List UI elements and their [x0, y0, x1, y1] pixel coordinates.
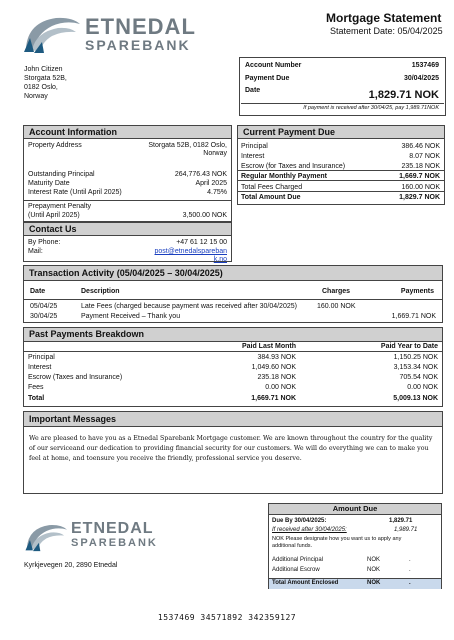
bank-logo: [22, 12, 196, 56]
past-total-last: 1,669.71 NOK: [251, 395, 296, 402]
phone-label: By Phone:: [28, 239, 61, 246]
past-last: 235.18 NOK: [257, 374, 296, 381]
past-year: 0.00 NOK: [407, 384, 438, 391]
messages-section: [23, 411, 443, 494]
logo-swoosh-icon: [22, 12, 84, 56]
bank-name-line1: ETNEDAL: [85, 14, 196, 39]
table-row: [24, 312, 442, 321]
total-enclosed-input[interactable]: .: [409, 580, 411, 586]
rate-value: 4.75%: [207, 189, 227, 196]
customer-city: 0182 Oslo,: [24, 84, 58, 91]
due-row-escrow: [238, 162, 444, 171]
past-year: 1,150.25 NOK: [393, 354, 438, 361]
past-label: Escrow (Taxes and Insurance): [28, 374, 123, 381]
contact-section: [23, 222, 232, 262]
past-last: 384.93 NOK: [257, 354, 296, 361]
col-charges: Charges: [322, 288, 351, 295]
account-info-header: Account Information: [24, 126, 231, 139]
due-principal-label: Principal: [241, 143, 268, 150]
mail-link-line2[interactable]: k.no: [213, 256, 227, 263]
statement-date: Statement Date: 05/04/2025: [330, 26, 443, 36]
past-last: 0.00 NOK: [265, 384, 296, 391]
due-principal-value: 386.46 NOK: [401, 143, 440, 150]
col-payments: Payments: [400, 288, 434, 295]
messages-body: We are pleased to have you as a Etnedal Sparebank Mortgage customer. We are known throughout the country for the quality of our serviceand our dedication to providing financial security for our customers. We will do everything we can to make you feel at home, and toensure you receive the friendly, professional service you deserve.: [29, 435, 433, 462]
contact-header: Contact Us: [24, 223, 231, 236]
total-enclosed-label: Total Amount Enclosed: [272, 580, 339, 586]
txn-charges: 160.00 NOK: [317, 303, 356, 310]
footer-address: Kyrkjevegen 20, 2890 Etnedal: [24, 562, 118, 569]
amount-due-value: 1,829.71 NOK: [368, 89, 439, 101]
coupon-header: Amount Due: [269, 504, 441, 515]
summary-box: [239, 57, 446, 116]
total-enclosed-currency: NOK: [367, 580, 381, 586]
rate-label: Interest Rate (Until April 2025): [28, 189, 122, 196]
customer-street: Storgata 52B,: [24, 75, 67, 82]
penalty-label-line2: (Until April 2025): [28, 212, 80, 219]
footer-bank-name-line1: ETNEDAL: [71, 520, 154, 537]
penalty-value: 3,500.00 NOK: [182, 212, 227, 219]
principal-label: Outstanding Principal: [28, 171, 95, 178]
col-paid-last-month: Paid Last Month: [241, 343, 296, 350]
statement-title: Mortgage Statement: [326, 11, 442, 25]
account-number-label: Account Number: [245, 62, 302, 69]
past-payments-section: [23, 327, 443, 407]
table-row: [24, 353, 442, 362]
coupon-late-value: 1,989.71: [394, 527, 418, 533]
past-year: 3,153.34 NOK: [393, 364, 438, 371]
customer-name: John Citizen: [24, 66, 63, 73]
bank-name-line2: SPAREBANK: [85, 37, 191, 53]
mail-label: Mail:: [28, 248, 43, 255]
due-row-fees: [238, 183, 444, 192]
property-label: Property Address: [28, 142, 82, 149]
maturity-value: April 2025: [195, 180, 227, 187]
coupon-due-value: 1,829.71: [389, 518, 413, 524]
late-payment-note: If payment is received after 30/04/25, pay 1,989.71NOK: [303, 105, 439, 111]
account-number-value: 1537469: [411, 62, 439, 69]
footer-logo-swoosh-icon: [24, 520, 70, 554]
summary-divider: [241, 103, 444, 104]
due-escrow-label: Escrow (for Taxes and Insurance): [241, 163, 346, 170]
due-regular-label: Regular Monthly Payment: [241, 173, 327, 180]
past-total-label: Total: [28, 395, 45, 402]
txn-date: 05/04/25: [30, 303, 58, 310]
table-row: [24, 394, 442, 403]
past-divider: [24, 351, 442, 352]
date-label: Date: [245, 87, 261, 94]
past-payments-header: Past Payments Breakdown: [24, 328, 442, 342]
past-label: Interest: [28, 364, 52, 371]
table-row: [24, 363, 442, 372]
coupon-box: [268, 503, 442, 589]
additional-principal-input[interactable]: .: [409, 557, 411, 563]
col-paid-year-to-date: Paid Year to Date: [380, 343, 438, 350]
maturity-label: Maturity Date: [28, 180, 70, 187]
additional-principal-label: Additional Principal: [272, 557, 324, 563]
additional-principal-currency: NOK: [367, 557, 381, 563]
due-row-regular: [238, 172, 444, 181]
current-due-header: Current Payment Due: [238, 126, 444, 139]
past-label: Fees: [28, 384, 44, 391]
txn-desc: Late Fees (charged because payment was received after 30/04/2025): [81, 303, 297, 310]
due-total-value: 1,829.7 NOK: [399, 194, 440, 201]
account-info-divider: [24, 200, 231, 201]
current-due-section: [237, 125, 445, 205]
property-value-line1: Storgata 52B, 0182 Oslo,: [148, 142, 227, 149]
past-last: 1,049.60 NOK: [251, 364, 296, 371]
mail-link-line1[interactable]: post@etnedalspareban: [154, 248, 227, 255]
transactions-header: Transaction Activity (05/04/2025 – 30/04/2025): [24, 266, 442, 281]
col-date: Date: [30, 288, 46, 295]
past-total-year: 5,009.13 NOK: [393, 395, 438, 402]
payment-due-value: 30/04/2025: [403, 75, 439, 82]
account-info-section: [23, 125, 232, 222]
due-interest-label: Interest: [241, 153, 265, 160]
past-year: 705.54 NOK: [399, 374, 438, 381]
phone-value[interactable]: +47 61 12 15 00: [176, 239, 227, 246]
col-description: Description: [81, 288, 120, 295]
due-row-interest: [238, 152, 444, 161]
due-interest-value: 8.07 NOK: [409, 153, 440, 160]
mail-link[interactable]: [155, 248, 228, 264]
due-fees-value: 160.00 NOK: [401, 184, 440, 191]
property-value-line2: Norway: [203, 150, 227, 157]
coupon-due-label: Due By 30/04/2025:: [272, 518, 327, 524]
past-label: Principal: [28, 354, 55, 361]
txn-desc: Payment Received – Thank you: [81, 313, 181, 320]
coupon-late-label: If received after 30/04/2025:: [272, 527, 347, 533]
additional-escrow-label: Additional Escrow: [272, 567, 320, 573]
table-row: [24, 302, 442, 311]
due-row-principal: [238, 142, 444, 151]
due-total-label: Total Amount Due: [241, 194, 301, 201]
due-escrow-value: 235.18 NOK: [401, 163, 440, 170]
customer-country: Norway: [24, 93, 48, 100]
penalty-label-line1: Prepayment Penalty: [28, 203, 92, 210]
due-row-total: [238, 193, 444, 202]
coupon-note: NOK Please designate how you want us to apply any additional funds.: [272, 536, 402, 549]
txn-date: 30/04/25: [30, 313, 58, 320]
additional-escrow-currency: NOK: [367, 567, 381, 573]
table-row: [24, 373, 442, 382]
footer-logo: [24, 518, 174, 558]
payment-due-label: Payment Due: [245, 75, 290, 82]
customer-address: [24, 65, 67, 101]
transactions-section: [23, 265, 443, 323]
due-regular-value: 1,669.7 NOK: [399, 173, 440, 180]
table-row: [24, 383, 442, 392]
due-fees-label: Total Fees Charged: [241, 184, 303, 191]
messages-header: Important Messages: [24, 412, 442, 427]
principal-value: 264,776.43 NOK: [174, 171, 227, 178]
additional-escrow-input[interactable]: .: [409, 567, 411, 573]
account-line: 1537469 34571892 342359127: [157, 613, 297, 622]
transactions-divider: [24, 299, 442, 300]
txn-payments: 1,669.71 NOK: [391, 313, 436, 320]
property-value: [148, 142, 227, 158]
footer-bank-name-line2: SPAREBANK: [71, 537, 158, 549]
